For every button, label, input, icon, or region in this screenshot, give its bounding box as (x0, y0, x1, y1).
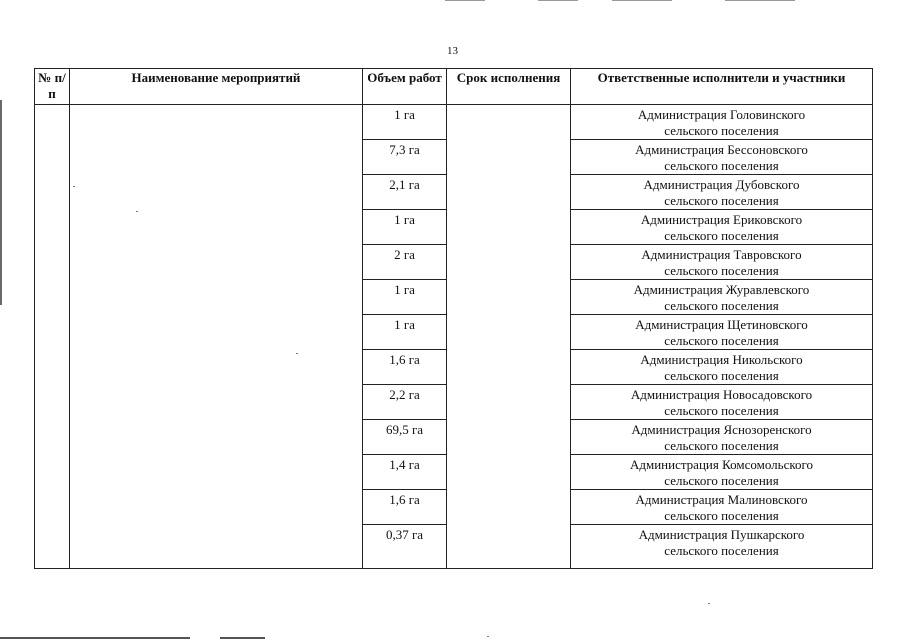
measure-name-cell (70, 105, 363, 569)
volume-cell: 69,5 га (363, 420, 447, 455)
responsible-cell (571, 315, 873, 350)
admin-name: Администрация Комсомольского (629, 457, 814, 472)
table-header-row (35, 69, 873, 105)
responsible-cell (571, 490, 873, 525)
admin-name: Администрация Ериковского (640, 212, 803, 227)
responsible-cell (571, 210, 873, 245)
scan-speck (73, 186, 75, 187)
settlement-label: сельского поселения (664, 263, 779, 278)
settlement-label: сельского поселения (664, 368, 779, 383)
settlement-label: сельского поселения (664, 298, 779, 313)
admin-name: Администрация Щетиновского (635, 317, 808, 332)
header-responsible: Ответственные исполнители и участники (571, 69, 873, 105)
responsible-cell (571, 385, 873, 420)
admin-name: Администрация Дубовского (643, 177, 800, 192)
settlement-label: сельского поселения (664, 473, 779, 488)
scan-artifact-top-3 (612, 0, 672, 1)
settlement-label: сельского поселения (664, 403, 779, 418)
scan-speck (708, 603, 710, 604)
volume-cell: 7,3 га (363, 140, 447, 175)
volume-cell: 1 га (363, 105, 447, 140)
term-cell (447, 105, 571, 569)
admin-name: Администрация Яснозоренского (631, 422, 812, 437)
table-row (35, 105, 873, 140)
volume-cell: 1,4 га (363, 455, 447, 490)
scan-artifact-bottom-1 (0, 637, 190, 639)
volume-cell: 1,6 га (363, 350, 447, 385)
admin-name: Администрация Никольского (640, 352, 803, 367)
settlement-label: сельского поселения (664, 228, 779, 243)
scan-speck (296, 353, 298, 354)
responsible-cell (571, 140, 873, 175)
responsible-cell (571, 525, 873, 569)
responsible-cell (571, 280, 873, 315)
admin-name: Администрация Головинского (637, 107, 806, 122)
volume-cell: 1 га (363, 280, 447, 315)
admin-name: Администрация Журавлевского (633, 282, 810, 297)
scan-speck (487, 636, 489, 637)
admin-name: Администрация Малиновского (635, 492, 808, 507)
settlement-label: сельского поселения (664, 123, 779, 138)
page-number: 13 (447, 45, 458, 57)
admin-name: Администрация Бессоновского (635, 142, 808, 157)
settlement-label: сельского поселения (664, 158, 779, 173)
settlement-label: сельского поселения (664, 193, 779, 208)
header-volume: Объем работ (363, 69, 447, 105)
scan-artifact-bottom-2 (220, 637, 265, 639)
responsible-cell (571, 455, 873, 490)
responsible-cell (571, 245, 873, 280)
responsible-cell (571, 105, 873, 140)
admin-name: Администрация Пушкарского (638, 527, 805, 542)
scan-artifact-top-4 (725, 0, 795, 1)
header-num: № п/п (35, 69, 70, 105)
responsible-cell (571, 420, 873, 455)
measures-table (34, 68, 873, 569)
scan-speck (136, 211, 138, 212)
admin-name: Администрация Новосадовского (630, 387, 813, 402)
admin-name: Администрация Тавровского (641, 247, 802, 262)
volume-cell: 1,6 га (363, 490, 447, 525)
volume-cell: 0,37 га (363, 525, 447, 569)
scan-artifact-top-2 (538, 0, 578, 1)
header-name: Наименование мероприятий (70, 69, 363, 105)
volume-cell: 2,1 га (363, 175, 447, 210)
responsible-cell (571, 175, 873, 210)
num-cell (35, 105, 70, 569)
settlement-label: сельского поселения (664, 508, 779, 523)
volume-cell: 2 га (363, 245, 447, 280)
settlement-label: сельского поселения (664, 543, 779, 558)
volume-cell: 2,2 га (363, 385, 447, 420)
volume-cell: 1 га (363, 315, 447, 350)
scan-artifact-top-1 (445, 0, 485, 1)
responsible-cell (571, 350, 873, 385)
header-term: Срок исполнения (447, 69, 571, 105)
settlement-label: сельского поселения (664, 438, 779, 453)
settlement-label: сельского поселения (664, 333, 779, 348)
scan-artifact-left-edge (0, 100, 2, 305)
volume-cell: 1 га (363, 210, 447, 245)
